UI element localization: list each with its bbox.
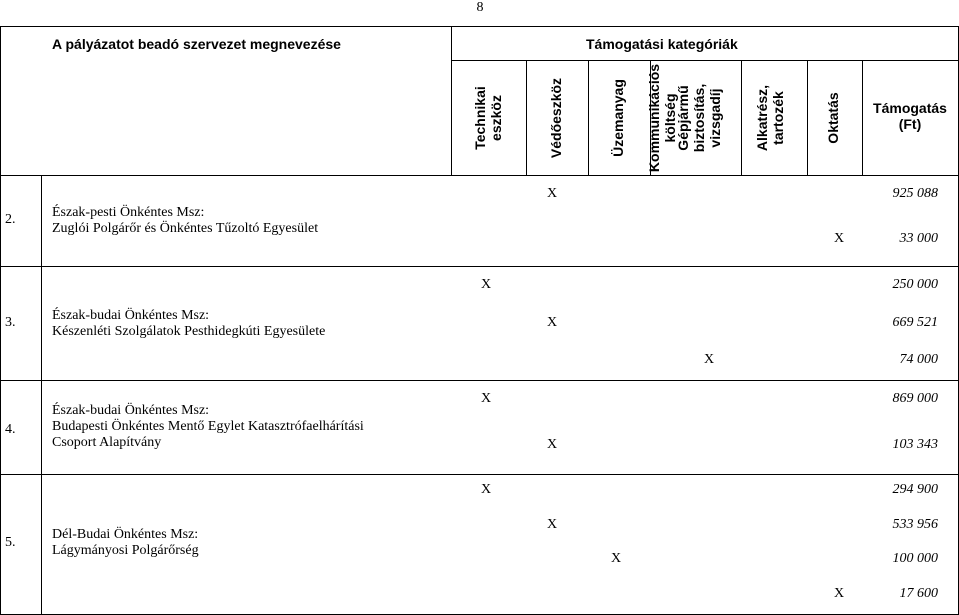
- category-mark: X: [547, 186, 558, 201]
- categories-title: Támogatási kategóriák: [586, 36, 738, 52]
- organization-name: Észak-pesti Önkéntes Msz: Zuglói Polgárőr és Önkéntes Tűzoltó Egyesület: [52, 205, 319, 236]
- column-header-training: Oktatás: [825, 92, 841, 144]
- header-column-divider: [451, 26, 452, 175]
- support-amount: 103 343: [892, 437, 938, 452]
- support-amount: 925 088: [892, 186, 938, 201]
- category-mark: X: [481, 277, 492, 292]
- row-divider: [0, 474, 959, 475]
- organization-name: Észak-budai Önkéntes Msz: Budapesti Önkéntes Mentő Egylet Katasztrófaelhárítási Csoport Alapítvány: [52, 403, 364, 450]
- header-column-divider: [807, 60, 808, 175]
- category-mark: X: [834, 586, 845, 601]
- category-mark: X: [547, 437, 558, 452]
- category-mark: X: [547, 315, 558, 330]
- column-header-technical: Technikai eszköz: [472, 86, 504, 150]
- support-amount: 100 000: [892, 551, 938, 566]
- number-column-divider: [41, 175, 42, 615]
- row-number: 3.: [5, 315, 16, 330]
- row-number: 5.: [5, 535, 16, 550]
- column-header-protective: Védőeszköz: [548, 77, 564, 159]
- row-number: 4.: [5, 422, 16, 437]
- category-mark: X: [611, 551, 622, 566]
- support-amount: 250 000: [892, 277, 938, 292]
- column-header-parts: Alkatrész, tartozék: [754, 84, 786, 152]
- organization-name: Dél-Budai Önkéntes Msz: Lágymányosi Polgárőrség: [52, 527, 199, 558]
- category-mark: X: [481, 482, 492, 497]
- support-amount: 869 000: [892, 391, 938, 406]
- header-column-divider: [741, 60, 742, 175]
- table-border-left: [0, 26, 1, 615]
- support-amount: 33 000: [899, 231, 938, 246]
- category-mark: X: [481, 391, 492, 406]
- header-column-divider: [526, 60, 527, 175]
- column-header-vehicle: Gépjármű biztosítás, vizsgadíj: [675, 83, 723, 153]
- table-border-top: [0, 26, 959, 27]
- category-mark: X: [834, 231, 845, 246]
- row-divider: [0, 380, 959, 381]
- support-amount-title: Támogatás (Ft): [873, 100, 947, 132]
- support-amount: 669 521: [892, 315, 938, 330]
- support-amount: 294 900: [892, 482, 938, 497]
- category-mark: X: [547, 517, 558, 532]
- column-header-fuel: Üzemanyag: [610, 79, 626, 157]
- page-number: 8: [476, 0, 484, 15]
- support-amount: 533 956: [892, 517, 938, 532]
- row-divider: [0, 266, 959, 267]
- org-name-column-title: A pályázatot beadó szervezet megnevezése: [52, 36, 341, 52]
- column-header-communication: Kommunikációs költség: [646, 63, 678, 173]
- support-amount: 74 000: [899, 352, 938, 367]
- organization-name: Észak-budai Önkéntes Msz: Készenléti Szolgálatok Pesthidegkúti Egyesülete: [52, 308, 326, 339]
- header-column-divider: [588, 60, 589, 175]
- row-number: 2.: [5, 212, 16, 227]
- support-amount: 17 600: [899, 586, 938, 601]
- category-mark: X: [704, 352, 715, 367]
